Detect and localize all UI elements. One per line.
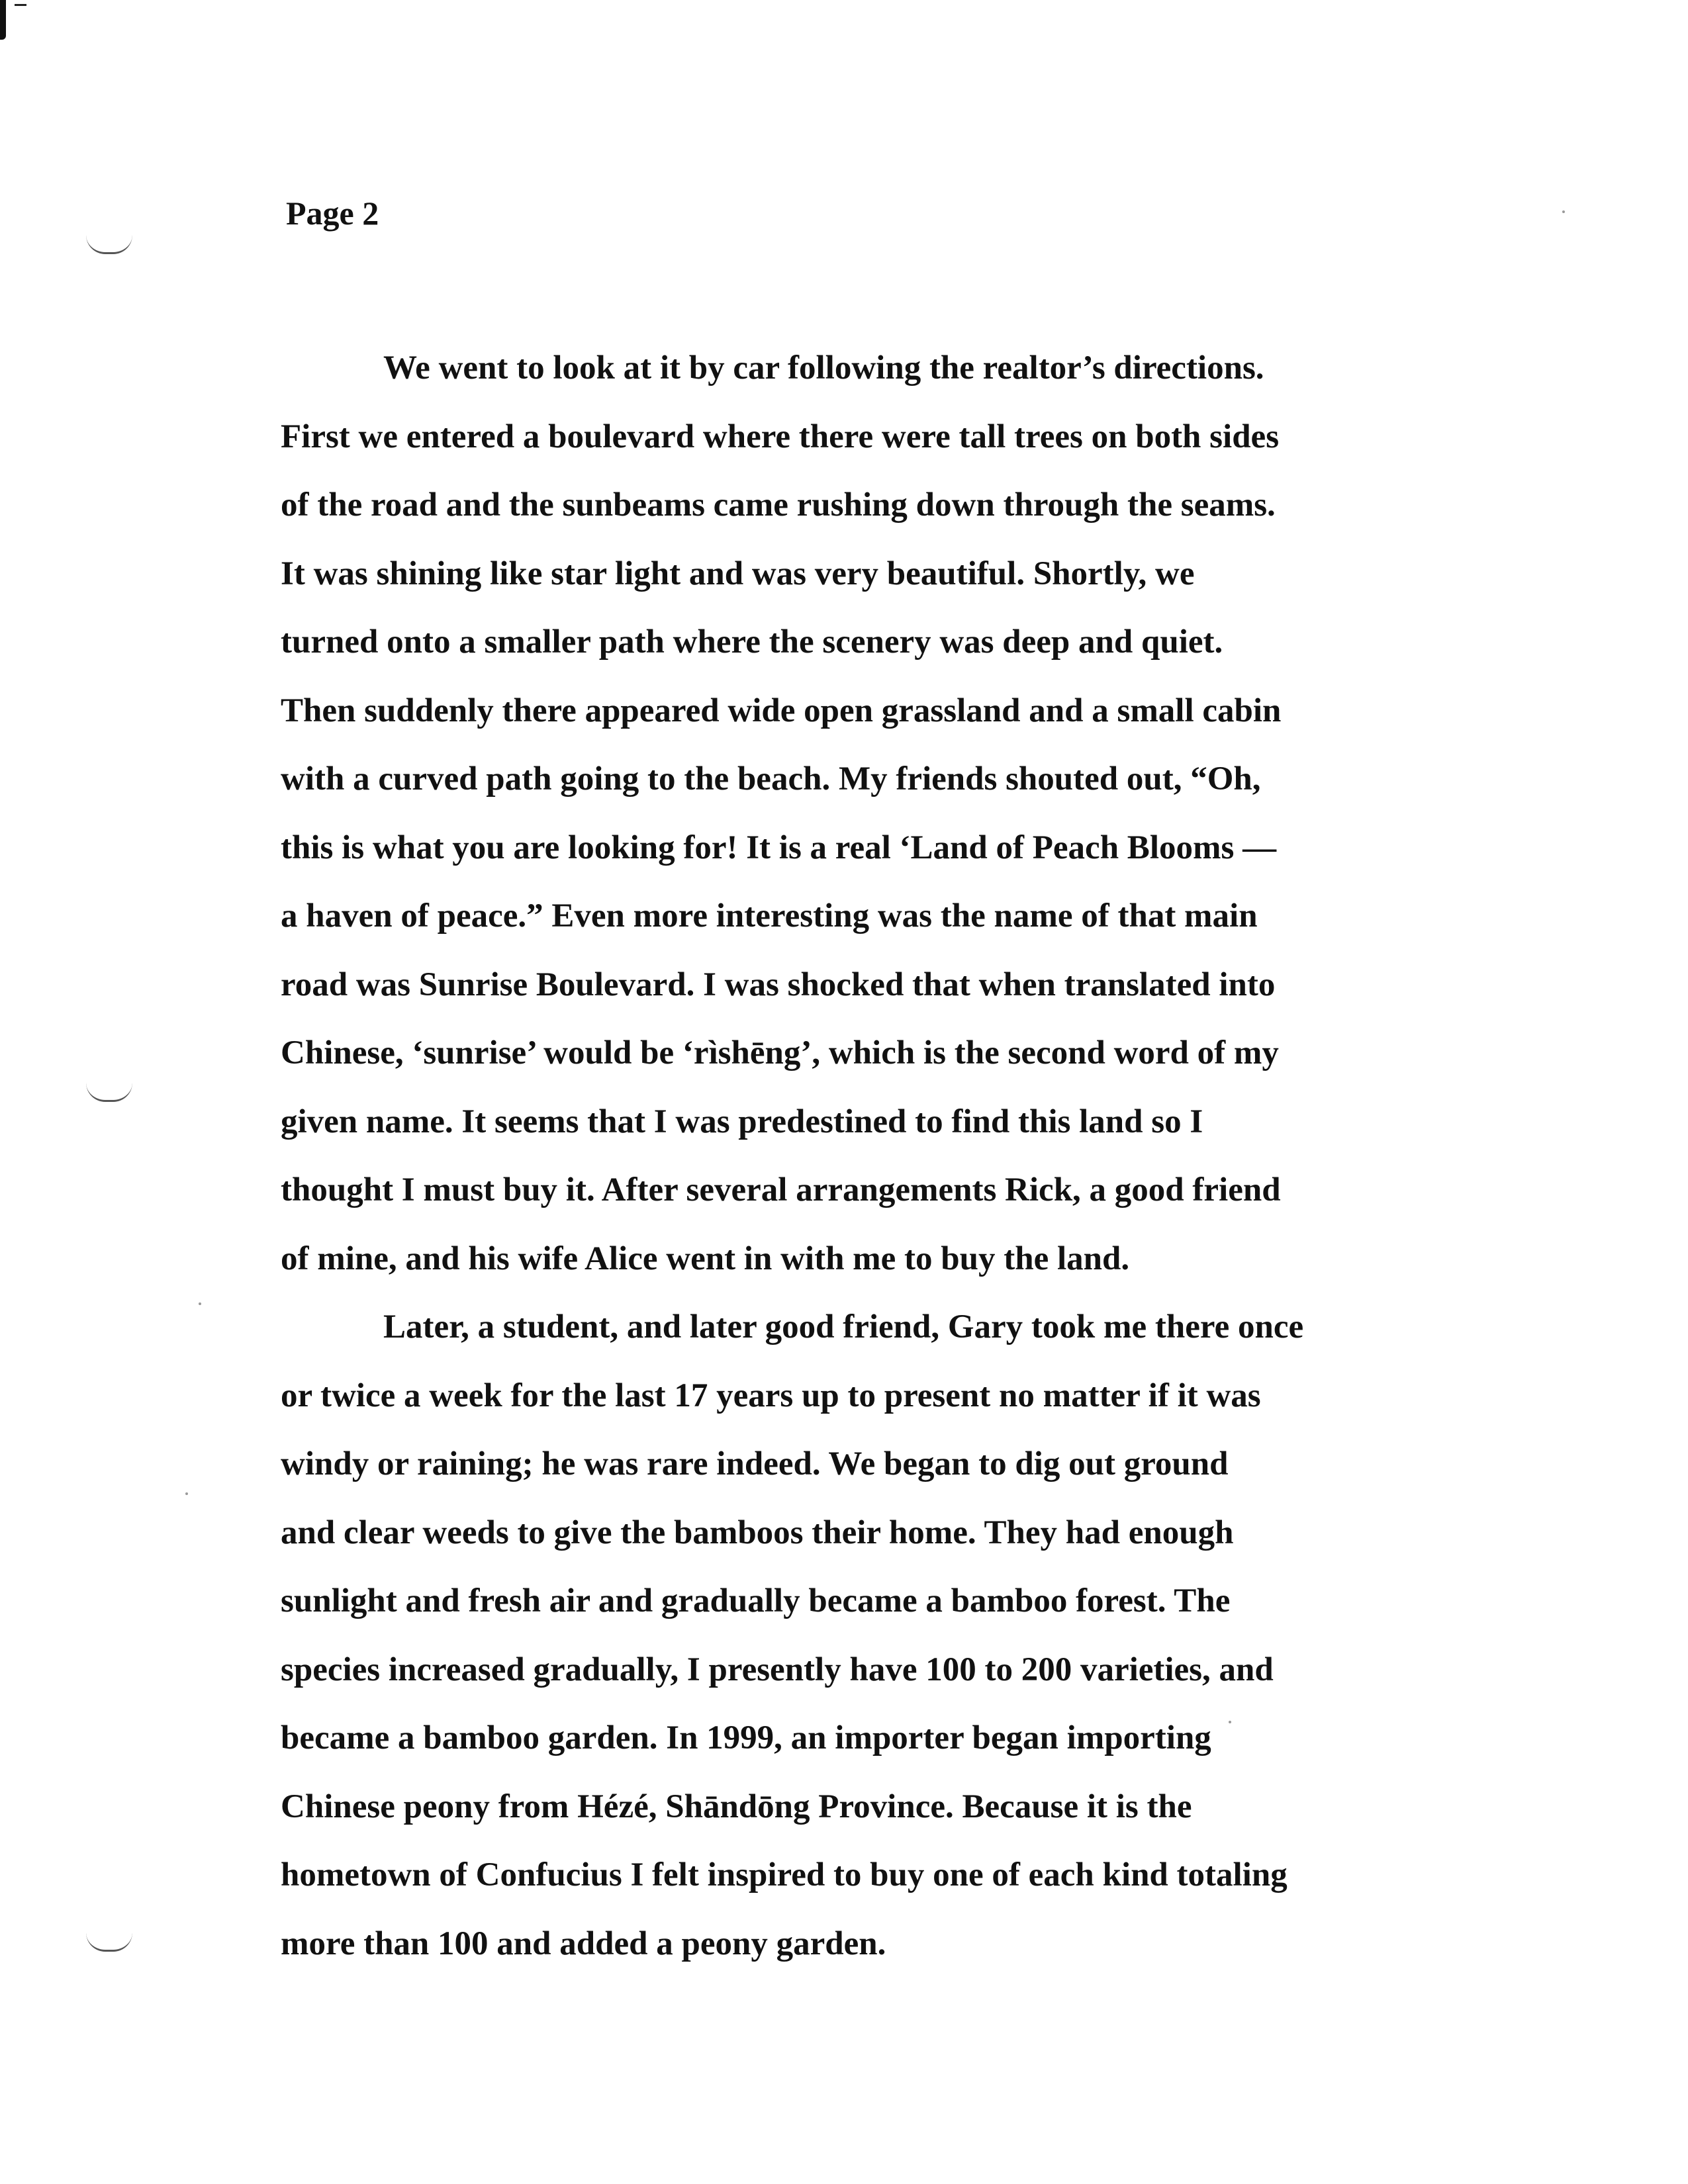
- text-line: We went to look at it by car following the realtor’s directions.: [383, 349, 1264, 387]
- scan-tick-mark: [15, 4, 26, 6]
- text-line: thought I must buy it. After several arrangements Rick, a good friend: [281, 1171, 1281, 1208]
- text-line: Then suddenly there appeared wide open grassland and a small cabin: [281, 692, 1282, 729]
- body-text: [281, 334, 1472, 1978]
- punch-hole-mark-middle: [86, 1083, 132, 1102]
- text-line: and clear weeds to give the bamboos their home. They had enough: [281, 1514, 1234, 1551]
- page-number: Page 2: [286, 195, 379, 232]
- text-line: became a bamboo garden. In 1999, an importer began importing: [281, 1719, 1211, 1756]
- text-line: species increased gradually, I presently have 100 to 200 varieties, and: [281, 1651, 1274, 1688]
- text-line: Chinese peony from Hézé, Shāndōng Province. Because it is the: [281, 1788, 1192, 1825]
- scan-speck: [185, 1492, 188, 1495]
- text-line: of mine, and his wife Alice went in with me to buy the land.: [281, 1240, 1130, 1277]
- text-line: turned onto a smaller path where the scenery was deep and quiet.: [281, 623, 1223, 660]
- text-line: windy or raining; he was rare indeed. We began to dig out ground: [281, 1445, 1229, 1482]
- text-line: First we entered a boulevard where there were tall trees on both sides: [281, 418, 1280, 455]
- text-line: of the road and the sunbeams came rushing down through the seams.: [281, 486, 1276, 523]
- text-line: with a curved path going to the beach. My friends shouted out, “Oh,: [281, 760, 1261, 797]
- paragraph-1: [281, 334, 1472, 1293]
- text-line: or twice a week for the last 17 years up to present no matter if it was: [281, 1377, 1261, 1414]
- text-line: given name. It seems that I was predestined to find this land so I: [281, 1103, 1203, 1140]
- text-line: more than 100 and added a peony garden.: [281, 1925, 886, 1962]
- text-line: It was shining like star light and was very beautiful. Shortly, we: [281, 555, 1195, 592]
- text-line: this is what you are looking for! It is a real ‘Land of Peach Blooms —: [281, 829, 1277, 866]
- text-line: Chinese, ‘sunrise’ would be ‘rìshēng’, which is the second word of my: [281, 1034, 1279, 1071]
- scan-speck: [199, 1302, 201, 1305]
- paragraph-2: [281, 1293, 1472, 1978]
- text-line: a haven of peace.” Even more interesting was the name of that main: [281, 897, 1258, 934]
- text-line: road was Sunrise Boulevard. I was shocked that when translated into: [281, 966, 1276, 1003]
- punch-hole-mark-bottom: [86, 1933, 132, 1952]
- punch-hole-mark-top: [86, 235, 132, 254]
- text-line: sunlight and fresh air and gradually became a bamboo forest. The: [281, 1582, 1231, 1619]
- text-line: Later, a student, and later good friend, Gary took me there once: [383, 1308, 1304, 1345]
- text-line: hometown of Confucius I felt inspired to buy one of each kind totaling: [281, 1856, 1288, 1893]
- scan-speck: [1562, 210, 1565, 213]
- scan-edge-mark: [0, 0, 6, 40]
